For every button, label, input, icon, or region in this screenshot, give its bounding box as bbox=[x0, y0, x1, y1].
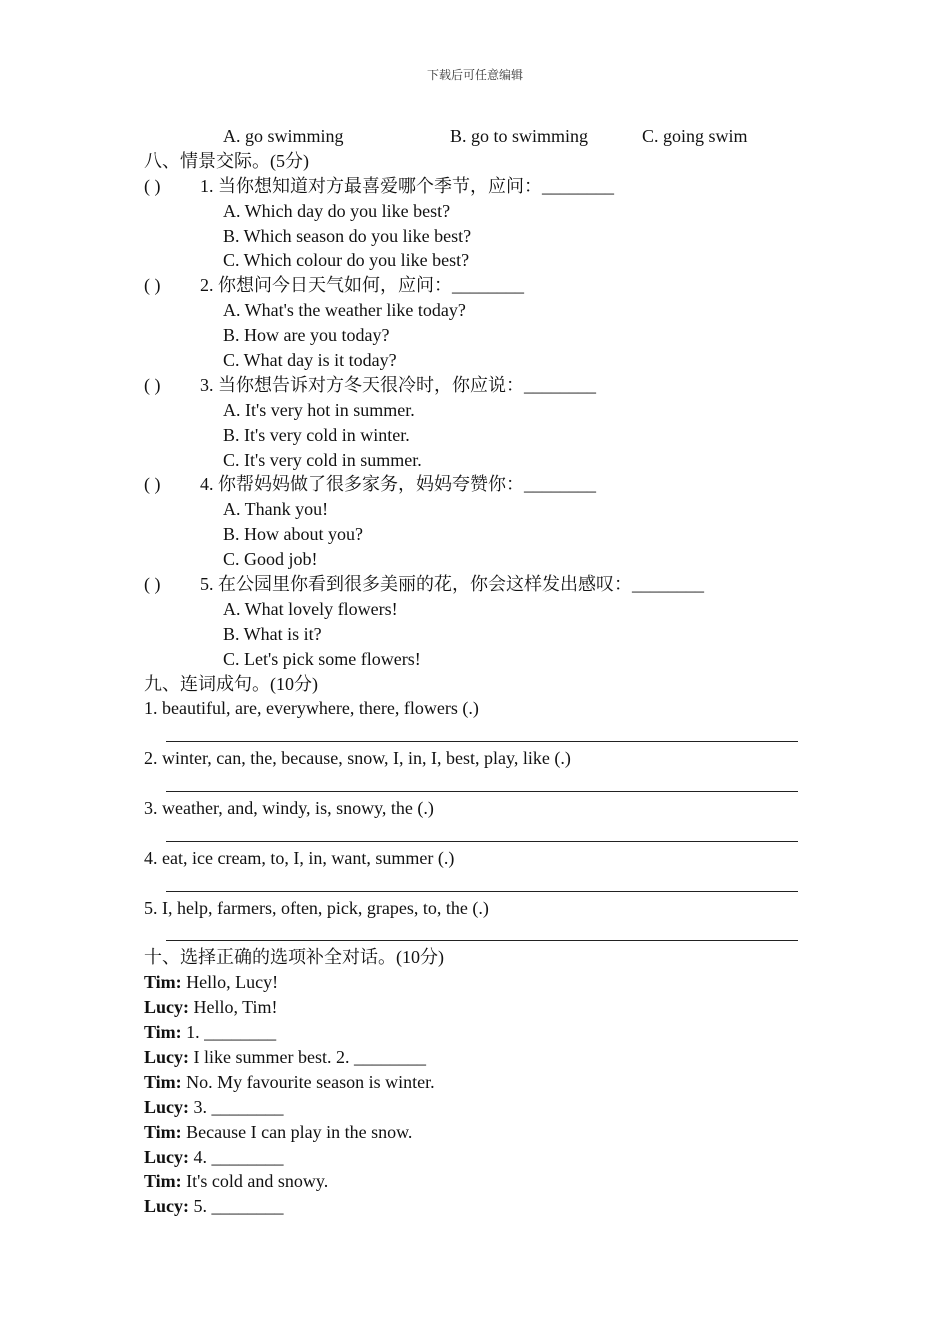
answer-rule bbox=[166, 891, 798, 892]
answer-paren[interactable]: ( ) bbox=[144, 275, 161, 296]
answer-line[interactable] bbox=[144, 771, 804, 796]
answer-paren[interactable]: ( ) bbox=[144, 175, 161, 196]
question-stem bbox=[144, 373, 804, 398]
dialogue-line bbox=[144, 970, 804, 995]
option-a: A. Thank you! bbox=[223, 499, 329, 520]
dialogue-text: Because I can play in the snow. bbox=[181, 1121, 413, 1142]
option-c: C. Which colour do you like best? bbox=[223, 250, 470, 271]
option-b: B. Which season do you like best? bbox=[223, 225, 472, 246]
speaker-name: Tim: bbox=[144, 1022, 182, 1043]
dialogue-text: 3. ________ bbox=[189, 1096, 284, 1117]
option-c: C. Good job! bbox=[223, 549, 318, 570]
answer-rule bbox=[166, 841, 798, 842]
answer-rule bbox=[166, 940, 798, 941]
dialogue-text: I like summer best. 2. ________ bbox=[189, 1046, 426, 1067]
previous-question-options bbox=[144, 124, 804, 149]
question-stem bbox=[144, 273, 804, 298]
dialogue-text: 5. ________ bbox=[189, 1196, 284, 1217]
dialogue-line bbox=[144, 995, 804, 1020]
dialogue-line bbox=[144, 1169, 804, 1194]
word-order-item: 5. I, help, farmers, often, pick, grapes, to, the (.) bbox=[144, 897, 489, 918]
word-order-item: 4. eat, ice cream, to, I, in, want, summer (.) bbox=[144, 847, 455, 868]
answer-paren[interactable]: ( ) bbox=[144, 574, 161, 595]
option-a: A. Which day do you like best? bbox=[223, 200, 451, 221]
dialogue-text: 1. ________ bbox=[181, 1022, 277, 1043]
answer-rule bbox=[166, 791, 798, 792]
header-note: 下载后可任意编辑 bbox=[426, 68, 523, 82]
dialogue-line bbox=[144, 1095, 804, 1120]
question-text: 2. 你想问今日天气如何，应问：________ bbox=[200, 275, 524, 296]
word-order-item: 2. winter, can, the, because, snow, I, in, I, best, play, like (.) bbox=[144, 748, 571, 769]
dialogue-text: It's cold and snowy. bbox=[181, 1171, 329, 1192]
question-stem bbox=[144, 572, 804, 597]
speaker-name: Tim: bbox=[144, 972, 182, 993]
option-c: C. Let's pick some flowers! bbox=[223, 648, 421, 669]
dialogue-line bbox=[144, 1194, 804, 1219]
answer-rule bbox=[166, 741, 798, 742]
dialogue-line bbox=[144, 1020, 804, 1045]
option-b: B. What is it? bbox=[223, 623, 322, 644]
section-9-title: 九、连词成句。(10分) bbox=[144, 673, 318, 694]
option-b: B. go to swimming bbox=[450, 126, 589, 146]
speaker-name: Tim: bbox=[144, 1071, 182, 1092]
answer-paren[interactable]: ( ) bbox=[144, 474, 161, 495]
word-order-item: 3. weather, and, windy, is, snowy, the (.) bbox=[144, 798, 434, 819]
option-c: C. going swim bbox=[642, 126, 748, 146]
speaker-name: Lucy: bbox=[144, 1196, 189, 1217]
dialogue-line bbox=[144, 1145, 804, 1170]
speaker-name: Lucy: bbox=[144, 997, 189, 1018]
dialogue-line bbox=[144, 1045, 804, 1070]
answer-line[interactable] bbox=[144, 921, 804, 946]
dialogue-text: 4. ________ bbox=[189, 1146, 284, 1167]
option-a: A. go swimming bbox=[223, 126, 344, 146]
option-a: A. It's very hot in summer. bbox=[223, 399, 415, 420]
option-c: C. It's very cold in summer. bbox=[223, 449, 422, 470]
question-text: 1. 当你想知道对方最喜爱哪个季节，应问：________ bbox=[200, 175, 614, 196]
speaker-name: Lucy: bbox=[144, 1096, 189, 1117]
dialogue-line bbox=[144, 1120, 804, 1145]
option-b: B. It's very cold in winter. bbox=[223, 424, 410, 445]
answer-line[interactable] bbox=[144, 821, 804, 846]
speaker-name: Lucy: bbox=[144, 1046, 189, 1067]
option-a: A. What's the weather like today? bbox=[223, 300, 466, 321]
answer-paren[interactable]: ( ) bbox=[144, 374, 161, 395]
section-8-title: 八、情景交际。(5分) bbox=[144, 150, 309, 171]
section-10-title: 十、选择正确的选项补全对话。(10分) bbox=[144, 947, 444, 968]
question-stem bbox=[144, 174, 804, 199]
speaker-name: Tim: bbox=[144, 1121, 182, 1142]
dialogue-text: Hello, Lucy! bbox=[181, 972, 279, 993]
option-b: B. How are you today? bbox=[223, 325, 390, 346]
answer-line[interactable] bbox=[144, 871, 804, 896]
speaker-name: Lucy: bbox=[144, 1146, 189, 1167]
dialogue-text: Hello, Tim! bbox=[189, 997, 278, 1018]
question-text: 3. 当你想告诉对方冬天很冷时，你应说：________ bbox=[200, 374, 596, 395]
speaker-name: Tim: bbox=[144, 1171, 182, 1192]
question-text: 5. 在公园里你看到很多美丽的花，你会这样发出感叹：________ bbox=[200, 574, 704, 595]
question-text: 4. 你帮妈妈做了很多家务，妈妈夸赞你：________ bbox=[200, 474, 596, 495]
dialogue-text: No. My favourite season is winter. bbox=[181, 1071, 435, 1092]
worksheet-page bbox=[144, 124, 804, 1219]
word-order-item: 1. beautiful, are, everywhere, there, flowers (.) bbox=[144, 698, 479, 719]
option-a: A. What lovely flowers! bbox=[223, 598, 398, 619]
question-stem bbox=[144, 472, 804, 497]
option-b: B. How about you? bbox=[223, 524, 363, 545]
option-c: C. What day is it today? bbox=[223, 350, 397, 371]
answer-line[interactable] bbox=[144, 721, 804, 746]
dialogue-line bbox=[144, 1070, 804, 1095]
